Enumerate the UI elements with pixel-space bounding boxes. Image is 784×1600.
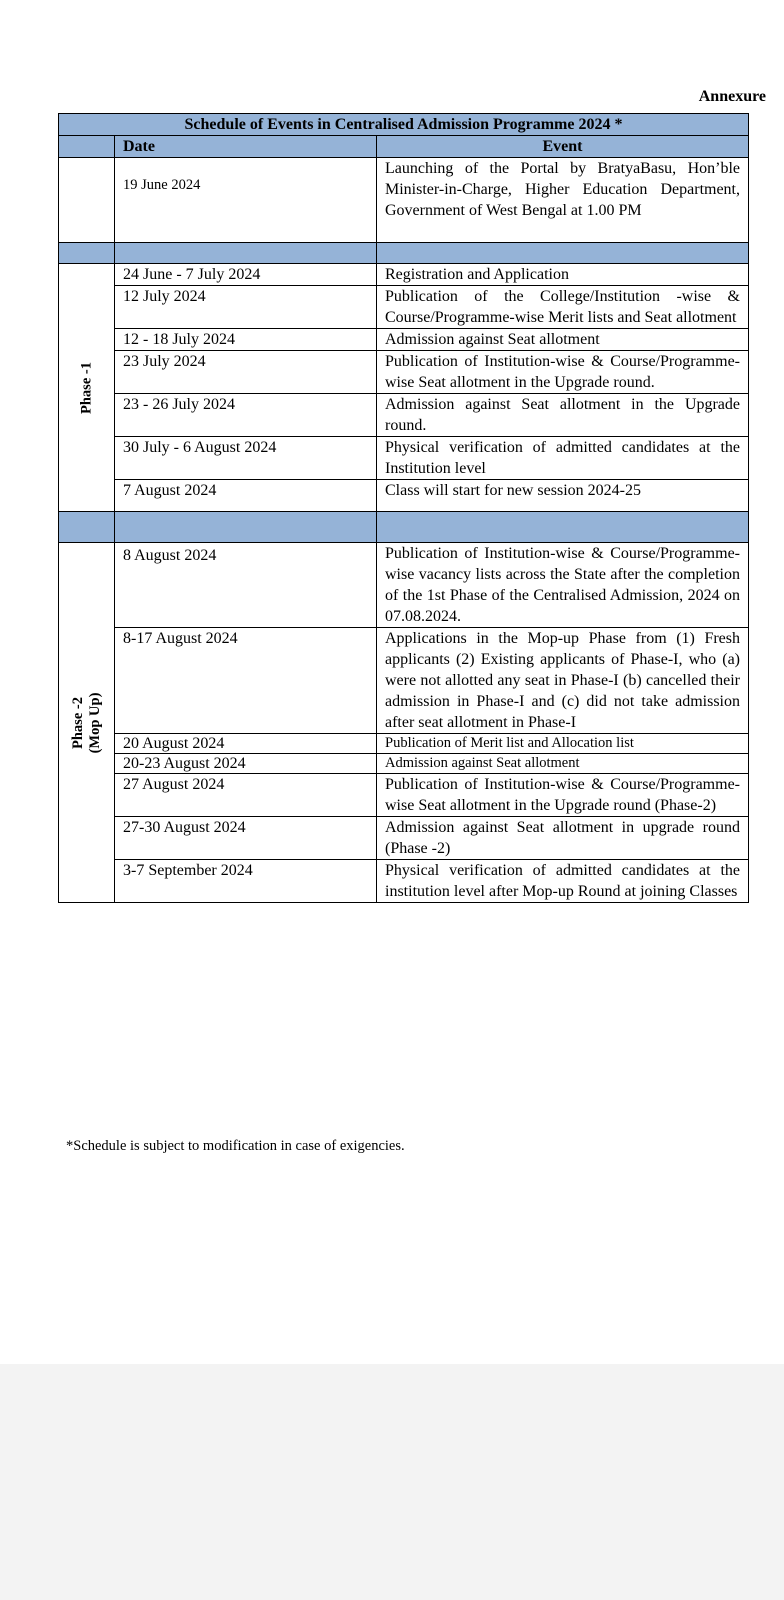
separator-cell: [59, 512, 115, 543]
separator-cell: [115, 243, 377, 264]
launch-blank-cell: [59, 158, 115, 243]
row-date: 30 July - 6 August 2024: [115, 437, 377, 480]
schedule-table: [58, 113, 749, 903]
row-date: 24 June - 7 July 2024: [115, 264, 377, 286]
table-row: [59, 860, 749, 903]
phase-1-cell: [59, 264, 115, 512]
row-event: Admission against Seat allotment in upgrade round (Phase -2): [377, 817, 749, 860]
table-row: [59, 394, 749, 437]
event-column-header: Event: [377, 136, 749, 158]
date-column-header: Date: [115, 136, 377, 158]
phase-1-label: Phase -1: [78, 361, 94, 414]
phase-2-label-line2: (Mop Up): [86, 692, 103, 753]
table-row: [59, 734, 749, 754]
launch-event: Launching of the Portal by BratyaBasu, Hon’ble Minister-in-Charge, Higher Education Department, Government of West Bengal at 1.00 PM: [377, 158, 749, 243]
table-row: [59, 628, 749, 734]
schedule-footnote: *Schedule is subject to modification in case of exigencies.: [66, 1138, 405, 1154]
row-event: Publication of the College/Institution -wise & Course/Programme-wise Merit lists and Seat allotment: [377, 286, 749, 329]
phase-2-label: [70, 692, 104, 753]
table-header-row: [59, 136, 749, 158]
row-date: 20 August 2024: [115, 734, 377, 754]
row-event: Registration and Application: [377, 264, 749, 286]
separator-cell: [59, 243, 115, 264]
launch-row: [59, 158, 749, 243]
row-event: Admission against Seat allotment in the Upgrade round.: [377, 394, 749, 437]
row-event: Publication of Merit list and Allocation list: [377, 734, 749, 754]
table-row: [59, 480, 749, 512]
row-date: 23 July 2024: [115, 351, 377, 394]
row-date: 12 July 2024: [115, 286, 377, 329]
separator-cell: [115, 512, 377, 543]
separator-row: [59, 243, 749, 264]
row-event: Physical verification of admitted candidates at the Institution level: [377, 437, 749, 480]
table-row: [59, 754, 749, 774]
table-row: [59, 264, 749, 286]
row-event: Publication of Institution-wise & Course/Programme-wise Seat allotment in the Upgrade round (Phase-2): [377, 774, 749, 817]
top-margin: [0, 0, 784, 76]
separator-cell: [377, 512, 749, 543]
launch-date: 19 June 2024: [115, 158, 377, 243]
row-date: 3-7 September 2024: [115, 860, 377, 903]
row-event: Class will start for new session 2024-25: [377, 480, 749, 512]
annexure-heading: Annexure: [698, 88, 766, 105]
table-title: Schedule of Events in Centralised Admission Programme 2024 *: [59, 114, 749, 136]
table-row: [59, 286, 749, 329]
table-row: [59, 351, 749, 394]
table-row: [59, 543, 749, 628]
row-date: 7 August 2024: [115, 480, 377, 512]
phase-2-label-line1: Phase -2: [69, 696, 86, 749]
row-date: 23 - 26 July 2024: [115, 394, 377, 437]
row-event: Applications in the Mop-up Phase from (1) Fresh applicants (2) Existing applicants of Phase-I, who (a) were not allotted any seat in Phase-I (b) cancelled their admission in Phase-I and (c) did not take admission after seat allotment in Phase-I: [377, 628, 749, 734]
row-event: Admission against Seat allotment: [377, 329, 749, 351]
row-event: Publication of Institution-wise & Course/Programme-wise Seat allotment in the Upgrade round.: [377, 351, 749, 394]
row-event: Publication of Institution-wise & Course/Programme-wise vacancy lists across the State after the completion of the 1st Phase of the Centralised Admission, 2024 on 07.08.2024.: [377, 543, 749, 628]
row-date: 8-17 August 2024: [115, 628, 377, 734]
table-row: [59, 774, 749, 817]
phase-2-cell: [59, 543, 115, 903]
row-event: Physical verification of admitted candidates at the institution level after Mop-up Round at joining Classes: [377, 860, 749, 903]
row-date: 27-30 August 2024: [115, 817, 377, 860]
separator-cell: [377, 243, 749, 264]
row-date: 27 August 2024: [115, 774, 377, 817]
row-event: Admission against Seat allotment: [377, 754, 749, 774]
table-row: [59, 817, 749, 860]
table-title-row: [59, 114, 749, 136]
row-date: 12 - 18 July 2024: [115, 329, 377, 351]
table-row: [59, 437, 749, 480]
table-row: [59, 329, 749, 351]
separator-row: [59, 512, 749, 543]
row-date: 8 August 2024: [115, 543, 377, 628]
header-blank-cell: [59, 136, 115, 158]
row-date: 20-23 August 2024: [115, 754, 377, 774]
